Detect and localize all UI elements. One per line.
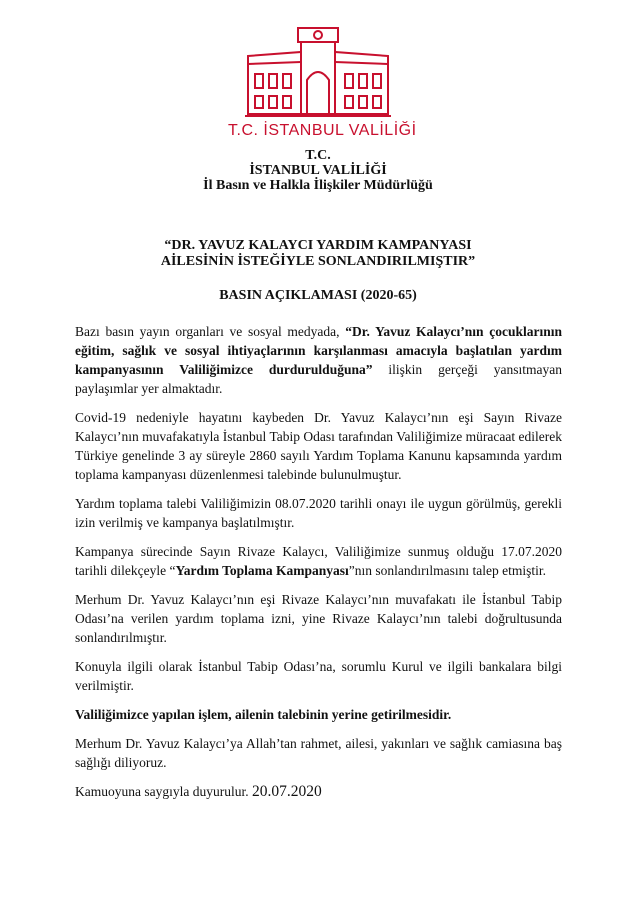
document-body [75, 322, 562, 811]
p1-text-a: Bazı basın yayın organları ve sosyal medyada, [75, 324, 346, 339]
press-release-number: BASIN AÇIKLAMASI (2020-65) [219, 288, 417, 303]
p1-text-b: ilişkin gerçeği yansıtmayan paylaşımlar yer almaktadır. [75, 362, 562, 396]
paragraph-6: Konuyla ilgili olarak İstanbul Tabip Odası’na, sorumlu Kurul ve ilgili bankalara bilgi verilmiştir. [75, 659, 562, 693]
header-line-tc: T.C. [305, 148, 331, 163]
header-line-mudurluk: İl Basın ve Halkla İlişkiler Müdürlüğü [203, 178, 433, 193]
p7-bold: Valiliğimizce yapılan işlem, ailenin talebinin yerine getirilmesidir. [75, 707, 452, 722]
header-line-valilik: İSTANBUL VALİLİĞİ [249, 163, 387, 178]
announcement-date: 20.07.2020 [251, 783, 322, 800]
building-emblem-icon [243, 20, 393, 120]
p1-bold: “Dr. Yavuz Kalaycı’nın çocuklarının eğitim, sağlık ve sosyal ihtiyaçlarının karşılanması amacıyla başlatılan yardım kampanyasının Valiliğimizce durdurulduğuna” [75, 324, 562, 377]
title-line-1: “DR. YAVUZ KALAYCI YARDIM KAMPANYASI [164, 238, 472, 253]
document-title [0, 238, 636, 270]
header [0, 148, 636, 193]
p9-text: Kamuoyuna saygıyla duyurulur. [75, 784, 252, 799]
title-line-2: AİLESİNİN İSTEĞİYLE SONLANDIRILMIŞTIR” [160, 254, 476, 269]
paragraph-9 [75, 782, 562, 801]
paragraph-3: Yardım toplama talebi Valiliğimizin 08.07.2020 tarihli onayı ile uygun görülmüş, gerekli izin verilmiş ve kampanya başlatılmıştır. [75, 496, 562, 530]
paragraph-2: Covid-19 nedeniyle hayatını kaybeden Dr. Yavuz Kalaycı’nın eşi Sayın Rivaze Kalaycı’nın muvafakatıyla İstanbul Tabip Odası tarafından Valiliğimize müracaat edilerek Türkiye genelinde 3 ay süreyle 2860 sayılı Yardım Toplama Kanunu kapsamında yardım toplama kampanyası düzenlenmesi talebinde bulunulmuştur. [75, 410, 562, 482]
paragraph-7 [75, 705, 562, 724]
p4-bold: Yardım Toplama Kampanyası [175, 563, 349, 578]
logo [228, 20, 417, 148]
p4-text-a: Kampanya sürecinde Sayın Rivaze Kalaycı, Valiliğimize sunmuş olduğu 17.07.2020 tarihli dilekçeyle “ [75, 544, 562, 578]
paragraph-8: Merhum Dr. Yavuz Kalaycı’ya Allah’tan rahmet, ailesi, yakınları ve sağlık camiasına baş sağlığı diliyoruz. [75, 736, 562, 770]
p4-text-b: ”nın sonlandırılmasını talep etmiştir. [348, 563, 546, 578]
paragraph-4 [75, 542, 562, 580]
paragraph-5: Merhum Dr. Yavuz Kalaycı’nın eşi Rivaze Kalaycı’nın muvafakatı ile İstanbul Tabip Odası’na verilen yardım toplama izni, yine Rivaze Kalaycı’nın talebi doğrultusunda sonlandırılmıştır. [75, 592, 562, 645]
paragraph-1 [75, 322, 562, 398]
logo-text: T.C. İSTANBUL VALİLİĞİ [228, 122, 417, 139]
